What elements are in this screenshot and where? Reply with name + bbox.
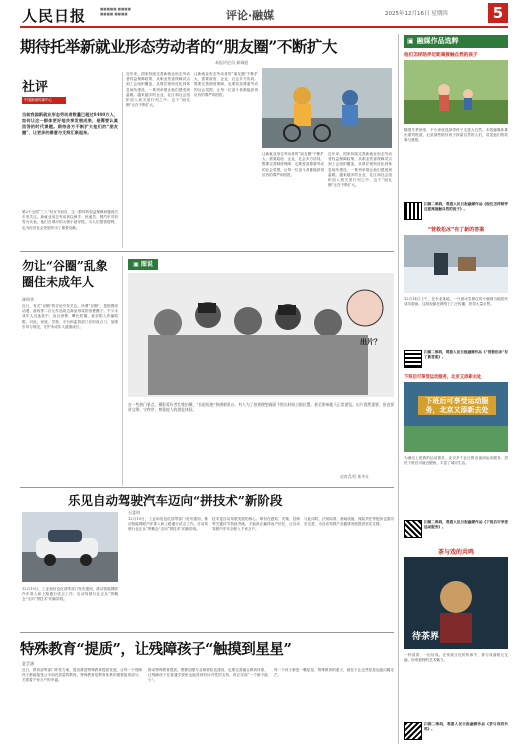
item4-qr[interactable] (404, 722, 422, 740)
issue-date: 2025年12月16日 星期四 (385, 11, 448, 17)
top-body-col4: 让新就业形态劳动者的“朋友圈”不断扩大，需要政府、企业、社会多方协同。既要完善制度保障，也要营造尊重劳动的社会氛围，让每一位奋斗者都能获得应有的尊严和回报。 (262, 152, 324, 177)
item1-photo (404, 60, 508, 124)
top-headline: 期待托举新就业形态劳动者的“朋友圈”不断扩大 (20, 37, 337, 56)
tushuo-caption-title: 出片？ (360, 337, 381, 346)
item2-body: 12月14日上午，在东北某地，一只被冰雪困住的小鹿被当地居民成功救助。这段视频在网络上广泛传播，获得大量点赞。 (404, 297, 508, 307)
item3-photo (404, 382, 508, 452)
item2-title: “营救松冰”有了新的答案 (427, 227, 485, 233)
tushuo-label: 图说 (140, 261, 153, 268)
section-name: 评论·融媒 (226, 9, 275, 22)
masthead-logo: 人民日报 (22, 7, 87, 25)
tushuo-body: 在一些热门景点，摄影爱好者扎堆拍摄，“长枪短炮”挤满观景台，有人为了拍到理想画面不惜长时间占据位置，甚至影响他人正常游览。出片固然重要，但也要讲文明、守秩序，尊重他人的游览体验。 (128, 402, 394, 413)
item1-body: 随着冬季到来，不少家庭选择带孩子走进大自然。本报融媒体推出系列报道，记录那些陪伴孩子探索自然的人们，讲述他们的故事与感悟。 (404, 128, 508, 143)
right-section-label: 融媒作品选粹 (416, 37, 459, 45)
item1-qr[interactable] (404, 202, 422, 220)
bottom-body-2: 推动特殊教育提质，既要加强专业师资队伍建设，也要完善融合教育体系，让残障孩子在普通学校里也能得到有针对性的支持，真正实现“一个都不能少”。 (148, 668, 268, 683)
family-nature-photo (404, 60, 508, 124)
top-story-photo (262, 68, 392, 148)
masthead (0, 0, 515, 30)
sports-venue-photo (404, 382, 508, 452)
opinion-headline: 勿让“谷圈”乱象圈住未成年人 (22, 259, 108, 289)
tushuo-label-box (128, 259, 158, 270)
item4-body: 一杯清茶，一出好戏。在传统文化的传承中，茶与戏曲相互交融，形成独特的艺术魅力。 (404, 653, 508, 663)
mid-headline: 乐见自动驾驶汽车迈向“拼技术”新阶段 (68, 493, 283, 508)
opinion-byline: 薄明华 (22, 297, 34, 302)
image-icon: ▣ (133, 261, 139, 268)
top-body-col3: 让新就业形态劳动者的“朋友圈”不断扩大，需要政府、企业、社会多方协同。既要完善制度保障，也要营造尊重劳动的社会氛围，让每一位奋斗者都能获得应有的尊严和回报。 (194, 72, 258, 97)
photographers-cartoon (128, 273, 394, 397)
masthead-rule (20, 26, 508, 28)
mid-body-3: 与此同时，法规标准、基础设施、保险责任等配套也需同步完善，为自动驾驶产业健康发展提供坚实支撑。 (304, 517, 394, 527)
column-tag-sub: 中国新闻传媒中心 (22, 97, 66, 104)
bottom-body-3: 每一个孩子都是一颗星星，特殊教育的意义，就在于让这些星星也能闪耀光芒。 (274, 668, 394, 678)
top-body-col5: 近年来，国家持续完善新就业形态劳动者权益保障政策，从职业伤害保障试点到工会组织覆盖，从算法规则优化到休息场所建设，一系列举措让他们感受到温暖。越来越多的企业、社区和社会组织加入到关爱行列之中，这个“朋友圈”正在不断扩大。 (328, 152, 392, 188)
bottom-headline: 特殊教育“提质”，让残障孩子“触摸到星星” (20, 641, 292, 658)
item3-qr[interactable] (404, 520, 422, 538)
bottom-byline: 夏芸涵 (22, 661, 34, 666)
item2-photo (404, 235, 508, 293)
item1-note: 扫描二维码，观看人民日报融媒作品《他们怎样陪伴近距离接触自然的孩子》。 (424, 202, 508, 212)
column-tag (22, 76, 66, 104)
item4-banner: 待茶界 (412, 632, 440, 642)
delivery-rider-photo (262, 68, 392, 148)
masthead-motto: ■■■■■ ■■■■ ■■■■ ■■■■ (100, 7, 131, 16)
item4-title: 茶与戏的共鸣 (437, 549, 474, 556)
item3-title: 下班后可享受运动服务，北京又添新去处 (404, 375, 482, 380)
tushuo-illustration (128, 273, 394, 397)
autonomous-car-photo (22, 512, 118, 582)
item3-body: 为满足上班族的运动需求，北京多个社区推出夜间运动服务，居民下班后可就近锻炼，丰富了城市生活。 (404, 456, 508, 466)
opinion-body: 近日，有关“谷圈”的讨论引发关注。所谓“谷圈”，是指围绕动漫、游戏等二次元作品周边商品形成的消费圈子。不少未成年人沉迷其中，盲目消费、攀比炫耀，甚至陷入诈骗陷阱。对此，家庭、学校、平台和监管部门应形成合力，加强引导与规范，守护未成年人健康成长。 (22, 304, 118, 329)
item4-photo (404, 557, 508, 649)
item2-note: 扫描二维码，观看人民日报融媒作品《“营救松冰”有了新答案》。 (424, 350, 508, 360)
column-tag-label: 社评 (22, 80, 49, 95)
top-lead: 当前我国新就业形态劳动者数量已超过8400万人，如何让这一群体更好地共享发展成果，是需要认真回答的时代课题。期待各方不断扩大他们的“朋友圈”，让更多的善意与支持汇聚起来。 (22, 112, 118, 135)
top-body-left: 第2个全国“三八”妇女节前后，这一群体的权益保障问题再次引发关注。新就业形态劳动者以骑手、快递员、网约车司机等为代表，他们在城市的大街小巷穿梭，为人们提供便利，也为经济社会发展作出了重要贡献。 (22, 210, 118, 230)
rescue-photo (404, 235, 508, 293)
item1-title: 他们怎样陪伴近距离接触自然的孩子 (404, 53, 478, 58)
mid-story-photo (22, 512, 118, 582)
item3-banner: 下班后可享受运动服务，北京又添新去处 (418, 396, 496, 415)
right-section-header (404, 35, 508, 48)
page-number: 5 (488, 3, 508, 23)
section-icon: ▣ (407, 37, 414, 45)
mid-body-1: 12月15日，工业和信息化部等部门发布通知，推动智能网联汽车准入和上路通行试点工作。自动驾驶行业正从“拼概念”走向“拼技术”的新阶段。 (128, 517, 208, 532)
top-body-col2: 近年来，国家持续完善新就业形态劳动者权益保障政策，从职业伤害保障试点到工会组织覆盖，从算法规则优化到休息场所建设，一系列举措让他们感受到温暖。越来越多的企业、社区和社会组织加入到关爱行列之中，这个“朋友圈”正在不断扩大。 (126, 72, 190, 108)
bottom-body-1: 近日，教育部等部门印发方案，提出推进特殊教育提质发展，让每一个残障孩子都能接受公平而有质量的教育。特殊教育是教育体系的重要组成部分，关系着千家万户的幸福。 (22, 668, 142, 683)
item2-qr[interactable] (404, 350, 422, 368)
item3-note: 扫描二维码，观看人民日报融媒作品《下班后可享受运动服务》。 (424, 520, 508, 530)
mid-body-4: 12月15日，工业和信息化部等部门发布通知，推动智能网联汽车准入和上路通行试点工作。自动驾驶行业正从“拼概念”走向“拼技术”的新阶段。 (22, 587, 118, 602)
mid-byline: 石睿明 (128, 510, 140, 515)
tushuo-credit: 赵春青/绘 新华社 (340, 474, 370, 479)
top-byline: 本报评论员 郝瑞庭 (215, 60, 249, 65)
item4-note: 扫描二维码，观看人民日报融媒作品《茶与戏的共鸣》。 (424, 722, 508, 732)
mid-body-2: 技术是自动驾驶发展的核心。唯有在感知、决策、控制等关键环节持续突破，才能真正赢得用户信任，让自动驾驶汽车安全驶入千家万户。 (212, 517, 300, 532)
